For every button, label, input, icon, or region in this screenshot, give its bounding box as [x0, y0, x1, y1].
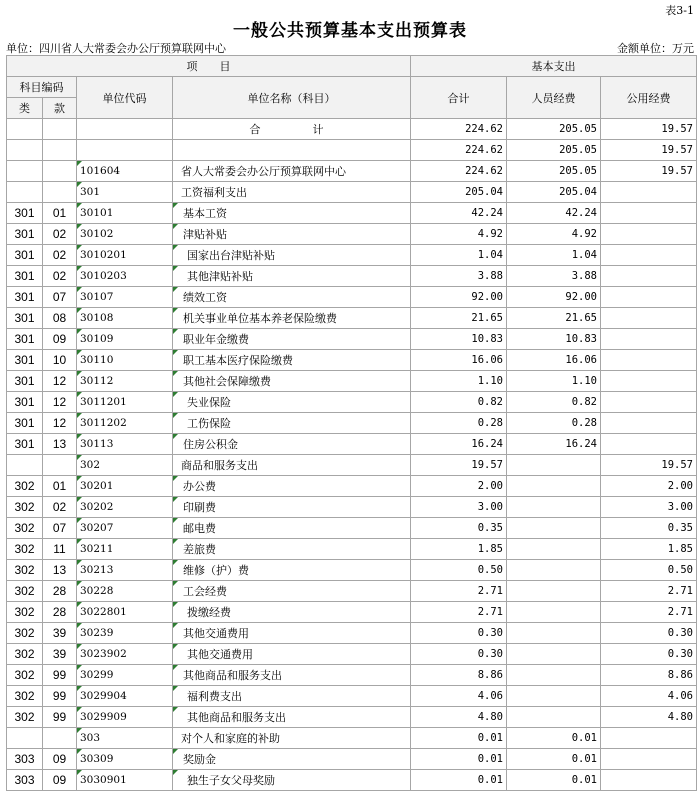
table-row	[7, 161, 697, 182]
cell-category	[7, 728, 43, 749]
cell-public	[601, 434, 697, 455]
cell-public	[601, 203, 697, 224]
cell-category: 302	[7, 476, 43, 497]
cell-public: 2.71	[601, 581, 697, 602]
cell-public	[601, 245, 697, 266]
table-id: 表3-1	[665, 4, 694, 17]
cell-total: 19.57	[411, 455, 507, 476]
cell-unit-name: 住房公积金	[173, 434, 411, 455]
cell-personnel: 42.24	[507, 203, 601, 224]
cell-unit-name: 商品和服务支出	[173, 455, 411, 476]
cell-total: 0.35	[411, 518, 507, 539]
cell-item	[43, 182, 77, 203]
cell-unit-code: 30299	[77, 665, 173, 686]
unit-label: 单位：四川省人大常委会办公厅预算联网中心	[6, 42, 226, 55]
table-row	[7, 770, 697, 791]
cell-personnel: 205.05	[507, 119, 601, 140]
cell-public: 3.00	[601, 497, 697, 518]
cell-category	[7, 455, 43, 476]
cell-item: 09	[43, 329, 77, 350]
cell-total: 0.28	[411, 413, 507, 434]
cell-public	[601, 224, 697, 245]
cell-category: 302	[7, 518, 43, 539]
cell-personnel: 0.01	[507, 749, 601, 770]
table-row	[7, 581, 697, 602]
table-row	[7, 413, 697, 434]
cell-unit-name: 工资福利支出	[173, 182, 411, 203]
cell-category: 301	[7, 413, 43, 434]
cell-category: 302	[7, 707, 43, 728]
cell-category: 302	[7, 602, 43, 623]
cell-unit-code: 30201	[77, 476, 173, 497]
cell-total: 16.24	[411, 434, 507, 455]
cell-unit-code: 30113	[77, 434, 173, 455]
header-total: 合计	[411, 77, 507, 119]
cell-category: 301	[7, 392, 43, 413]
cell-personnel: 92.00	[507, 287, 601, 308]
cell-category: 301	[7, 329, 43, 350]
cell-unit-name: 机关事业单位基本养老保险缴费	[173, 308, 411, 329]
header-project: 项 目	[7, 56, 411, 77]
cell-total: 21.65	[411, 308, 507, 329]
cell-unit-code: 3022801	[77, 602, 173, 623]
cell-item: 08	[43, 308, 77, 329]
cell-unit-name: 失业保险	[173, 392, 411, 413]
cell-personnel	[507, 623, 601, 644]
table-row	[7, 434, 697, 455]
header-category: 类	[7, 98, 43, 119]
cell-personnel	[507, 665, 601, 686]
cell-personnel: 1.10	[507, 371, 601, 392]
cell-category: 301	[7, 203, 43, 224]
cell-total: 0.30	[411, 644, 507, 665]
cell-item: 12	[43, 413, 77, 434]
cell-item	[43, 455, 77, 476]
table-row	[7, 644, 697, 665]
cell-category: 302	[7, 686, 43, 707]
table-row	[7, 224, 697, 245]
cell-total: 4.80	[411, 707, 507, 728]
cell-item: 11	[43, 539, 77, 560]
table-row	[7, 287, 697, 308]
cell-unit-name: 其他社会保障缴费	[173, 371, 411, 392]
cell-unit-code: 3023902	[77, 644, 173, 665]
cell-unit-code: 3011202	[77, 413, 173, 434]
cell-unit-code: 30107	[77, 287, 173, 308]
cell-category: 302	[7, 539, 43, 560]
table-row	[7, 119, 697, 140]
cell-category: 302	[7, 644, 43, 665]
cell-item: 12	[43, 371, 77, 392]
table-row	[7, 329, 697, 350]
cell-total: 0.30	[411, 623, 507, 644]
cell-item: 09	[43, 749, 77, 770]
cell-item: 02	[43, 266, 77, 287]
cell-public	[601, 413, 697, 434]
cell-category: 301	[7, 371, 43, 392]
cell-personnel: 1.04	[507, 245, 601, 266]
cell-category: 301	[7, 266, 43, 287]
cell-category	[7, 140, 43, 161]
cell-unit-code: 30101	[77, 203, 173, 224]
cell-total: 1.10	[411, 371, 507, 392]
cell-category	[7, 161, 43, 182]
cell-item: 01	[43, 476, 77, 497]
cell-unit-name: 印刷费	[173, 497, 411, 518]
cell-item: 07	[43, 287, 77, 308]
header-item: 款	[43, 98, 77, 119]
header-unit-name: 单位名称（科目）	[173, 77, 411, 119]
cell-public	[601, 728, 697, 749]
cell-total: 1.85	[411, 539, 507, 560]
cell-item: 39	[43, 623, 77, 644]
table-row	[7, 203, 697, 224]
cell-unit-name: 职业年金缴费	[173, 329, 411, 350]
cell-total: 0.01	[411, 749, 507, 770]
header-public: 公用经费	[601, 77, 697, 119]
cell-public: 19.57	[601, 455, 697, 476]
table-row	[7, 623, 697, 644]
cell-item: 10	[43, 350, 77, 371]
table-row	[7, 728, 697, 749]
cell-unit-code: 3011201	[77, 392, 173, 413]
cell-unit-code	[77, 119, 173, 140]
cell-personnel: 205.05	[507, 161, 601, 182]
cell-total: 0.01	[411, 770, 507, 791]
cell-personnel: 0.28	[507, 413, 601, 434]
table-row	[7, 392, 697, 413]
cell-unit-code: 3010203	[77, 266, 173, 287]
budget-table	[6, 55, 697, 791]
cell-public: 0.50	[601, 560, 697, 581]
table-row	[7, 350, 697, 371]
cell-public: 1.85	[601, 539, 697, 560]
table-row	[7, 371, 697, 392]
cell-unit-code: 30211	[77, 539, 173, 560]
cell-category	[7, 182, 43, 203]
cell-unit-name: 奖励金	[173, 749, 411, 770]
cell-item: 12	[43, 392, 77, 413]
cell-personnel: 205.05	[507, 140, 601, 161]
cell-unit-name: 其他交通费用	[173, 644, 411, 665]
cell-public	[601, 770, 697, 791]
cell-public	[601, 329, 697, 350]
table-row	[7, 182, 697, 203]
table-row	[7, 455, 697, 476]
cell-personnel	[507, 560, 601, 581]
cell-total: 2.71	[411, 581, 507, 602]
cell-category: 301	[7, 245, 43, 266]
cell-unit-code: 3010201	[77, 245, 173, 266]
cell-unit-name: 合 计	[173, 119, 411, 140]
cell-unit-code: 30112	[77, 371, 173, 392]
cell-item: 07	[43, 518, 77, 539]
cell-unit-name: 拨缴经费	[173, 602, 411, 623]
cell-total: 224.62	[411, 140, 507, 161]
header-personnel: 人员经费	[507, 77, 601, 119]
cell-personnel: 0.01	[507, 770, 601, 791]
cell-category: 301	[7, 434, 43, 455]
cell-unit-code: 303	[77, 728, 173, 749]
cell-unit-name: 维修（护）费	[173, 560, 411, 581]
cell-personnel: 10.83	[507, 329, 601, 350]
cell-public	[601, 371, 697, 392]
cell-category: 303	[7, 749, 43, 770]
cell-personnel	[507, 518, 601, 539]
cell-unit-code: 101604	[77, 161, 173, 182]
table-row	[7, 476, 697, 497]
cell-item	[43, 728, 77, 749]
table-row	[7, 518, 697, 539]
cell-unit-code: 30109	[77, 329, 173, 350]
cell-personnel	[507, 581, 601, 602]
cell-unit-name: 邮电费	[173, 518, 411, 539]
cell-item: 02	[43, 497, 77, 518]
cell-total: 2.71	[411, 602, 507, 623]
cell-unit-name: 差旅费	[173, 539, 411, 560]
cell-total: 10.83	[411, 329, 507, 350]
cell-total: 0.50	[411, 560, 507, 581]
cell-personnel	[507, 476, 601, 497]
cell-total: 3.88	[411, 266, 507, 287]
cell-unit-code: 30228	[77, 581, 173, 602]
cell-personnel: 205.04	[507, 182, 601, 203]
cell-public: 0.30	[601, 623, 697, 644]
cell-personnel	[507, 497, 601, 518]
table-row	[7, 308, 697, 329]
cell-total: 1.04	[411, 245, 507, 266]
header-subject-code: 科目编码	[7, 77, 77, 98]
cell-item: 99	[43, 665, 77, 686]
cell-item: 02	[43, 245, 77, 266]
table-row	[7, 665, 697, 686]
cell-public: 2.00	[601, 476, 697, 497]
header-basic-expense: 基本支出	[411, 56, 697, 77]
table-row	[7, 266, 697, 287]
cell-unit-name: 工会经费	[173, 581, 411, 602]
cell-unit-name: 绩效工资	[173, 287, 411, 308]
cell-unit-code: 3029909	[77, 707, 173, 728]
cell-personnel: 21.65	[507, 308, 601, 329]
cell-category: 301	[7, 350, 43, 371]
cell-unit-code: 30202	[77, 497, 173, 518]
cell-public: 4.06	[601, 686, 697, 707]
cell-item: 01	[43, 203, 77, 224]
header-row-2	[7, 77, 697, 98]
cell-public	[601, 266, 697, 287]
cell-total: 2.00	[411, 476, 507, 497]
cell-total: 16.06	[411, 350, 507, 371]
cell-item: 09	[43, 770, 77, 791]
table-row	[7, 749, 697, 770]
cell-unit-name: 对个人和家庭的补助	[173, 728, 411, 749]
cell-unit-name: 基本工资	[173, 203, 411, 224]
cell-item	[43, 140, 77, 161]
table-row	[7, 140, 697, 161]
cell-unit-name: 工伤保险	[173, 413, 411, 434]
cell-item: 28	[43, 602, 77, 623]
header-row-1	[7, 56, 697, 77]
cell-public	[601, 350, 697, 371]
header-unit-code: 单位代码	[77, 77, 173, 119]
cell-unit-name: 其他商品和服务支出	[173, 665, 411, 686]
cell-unit-code: 30213	[77, 560, 173, 581]
cell-public: 19.57	[601, 119, 697, 140]
cell-unit-code: 3029904	[77, 686, 173, 707]
table-row	[7, 245, 697, 266]
cell-item: 02	[43, 224, 77, 245]
cell-unit-name: 福利费支出	[173, 686, 411, 707]
cell-personnel: 0.01	[507, 728, 601, 749]
page-title: 一般公共预算基本支出预算表	[233, 21, 467, 41]
cell-category: 301	[7, 287, 43, 308]
table-row	[7, 602, 697, 623]
cell-personnel	[507, 644, 601, 665]
cell-total: 0.82	[411, 392, 507, 413]
cell-unit-code: 3030901	[77, 770, 173, 791]
cell-personnel	[507, 707, 601, 728]
cell-unit-code: 30102	[77, 224, 173, 245]
cell-unit-code: 30309	[77, 749, 173, 770]
cell-personnel: 16.06	[507, 350, 601, 371]
cell-category: 302	[7, 497, 43, 518]
cell-unit-name: 其他交通费用	[173, 623, 411, 644]
cell-total: 3.00	[411, 497, 507, 518]
cell-item: 39	[43, 644, 77, 665]
cell-public	[601, 308, 697, 329]
cell-unit-name	[173, 140, 411, 161]
cell-public: 4.80	[601, 707, 697, 728]
cell-unit-code: 30108	[77, 308, 173, 329]
cell-item: 99	[43, 686, 77, 707]
cell-personnel	[507, 455, 601, 476]
cell-unit-code: 301	[77, 182, 173, 203]
cell-unit-code	[77, 140, 173, 161]
cell-unit-code: 30239	[77, 623, 173, 644]
cell-total: 224.62	[411, 119, 507, 140]
cell-category: 302	[7, 623, 43, 644]
cell-item	[43, 161, 77, 182]
cell-unit-code: 30110	[77, 350, 173, 371]
cell-unit-name: 其他津贴补贴	[173, 266, 411, 287]
table-row	[7, 497, 697, 518]
cell-public	[601, 749, 697, 770]
cell-total: 205.04	[411, 182, 507, 203]
cell-public: 19.57	[601, 161, 697, 182]
cell-public	[601, 182, 697, 203]
cell-total: 4.06	[411, 686, 507, 707]
cell-unit-name: 职工基本医疗保险缴费	[173, 350, 411, 371]
cell-category	[7, 119, 43, 140]
cell-total: 0.01	[411, 728, 507, 749]
table-row	[7, 707, 697, 728]
cell-total: 42.24	[411, 203, 507, 224]
cell-unit-name: 其他商品和服务支出	[173, 707, 411, 728]
cell-unit-name: 国家出台津贴补贴	[173, 245, 411, 266]
cell-category: 301	[7, 308, 43, 329]
cell-personnel: 0.82	[507, 392, 601, 413]
cell-personnel	[507, 686, 601, 707]
cell-unit-name: 津贴补贴	[173, 224, 411, 245]
cell-total: 224.62	[411, 161, 507, 182]
cell-item: 28	[43, 581, 77, 602]
table-row	[7, 686, 697, 707]
table-row	[7, 539, 697, 560]
cell-unit-code: 30207	[77, 518, 173, 539]
cell-category: 301	[7, 224, 43, 245]
cell-public: 2.71	[601, 602, 697, 623]
table-row	[7, 560, 697, 581]
cell-category: 302	[7, 560, 43, 581]
cell-public: 19.57	[601, 140, 697, 161]
cell-category: 302	[7, 581, 43, 602]
cell-category: 302	[7, 665, 43, 686]
cell-total: 4.92	[411, 224, 507, 245]
cell-item: 13	[43, 434, 77, 455]
cell-personnel	[507, 602, 601, 623]
cell-category: 303	[7, 770, 43, 791]
cell-public: 8.86	[601, 665, 697, 686]
cell-total: 8.86	[411, 665, 507, 686]
cell-unit-name: 办公费	[173, 476, 411, 497]
cell-item: 13	[43, 560, 77, 581]
cell-public	[601, 392, 697, 413]
cell-unit-name: 省人大常委会办公厅预算联网中心	[173, 161, 411, 182]
amount-unit: 金额单位：万元	[617, 42, 694, 55]
cell-unit-name: 独生子女父母奖励	[173, 770, 411, 791]
cell-personnel: 16.24	[507, 434, 601, 455]
cell-item	[43, 119, 77, 140]
cell-personnel: 3.88	[507, 266, 601, 287]
cell-public: 0.30	[601, 644, 697, 665]
cell-unit-code: 302	[77, 455, 173, 476]
cell-total: 92.00	[411, 287, 507, 308]
cell-personnel: 4.92	[507, 224, 601, 245]
cell-personnel	[507, 539, 601, 560]
cell-public	[601, 287, 697, 308]
cell-item: 99	[43, 707, 77, 728]
cell-public: 0.35	[601, 518, 697, 539]
